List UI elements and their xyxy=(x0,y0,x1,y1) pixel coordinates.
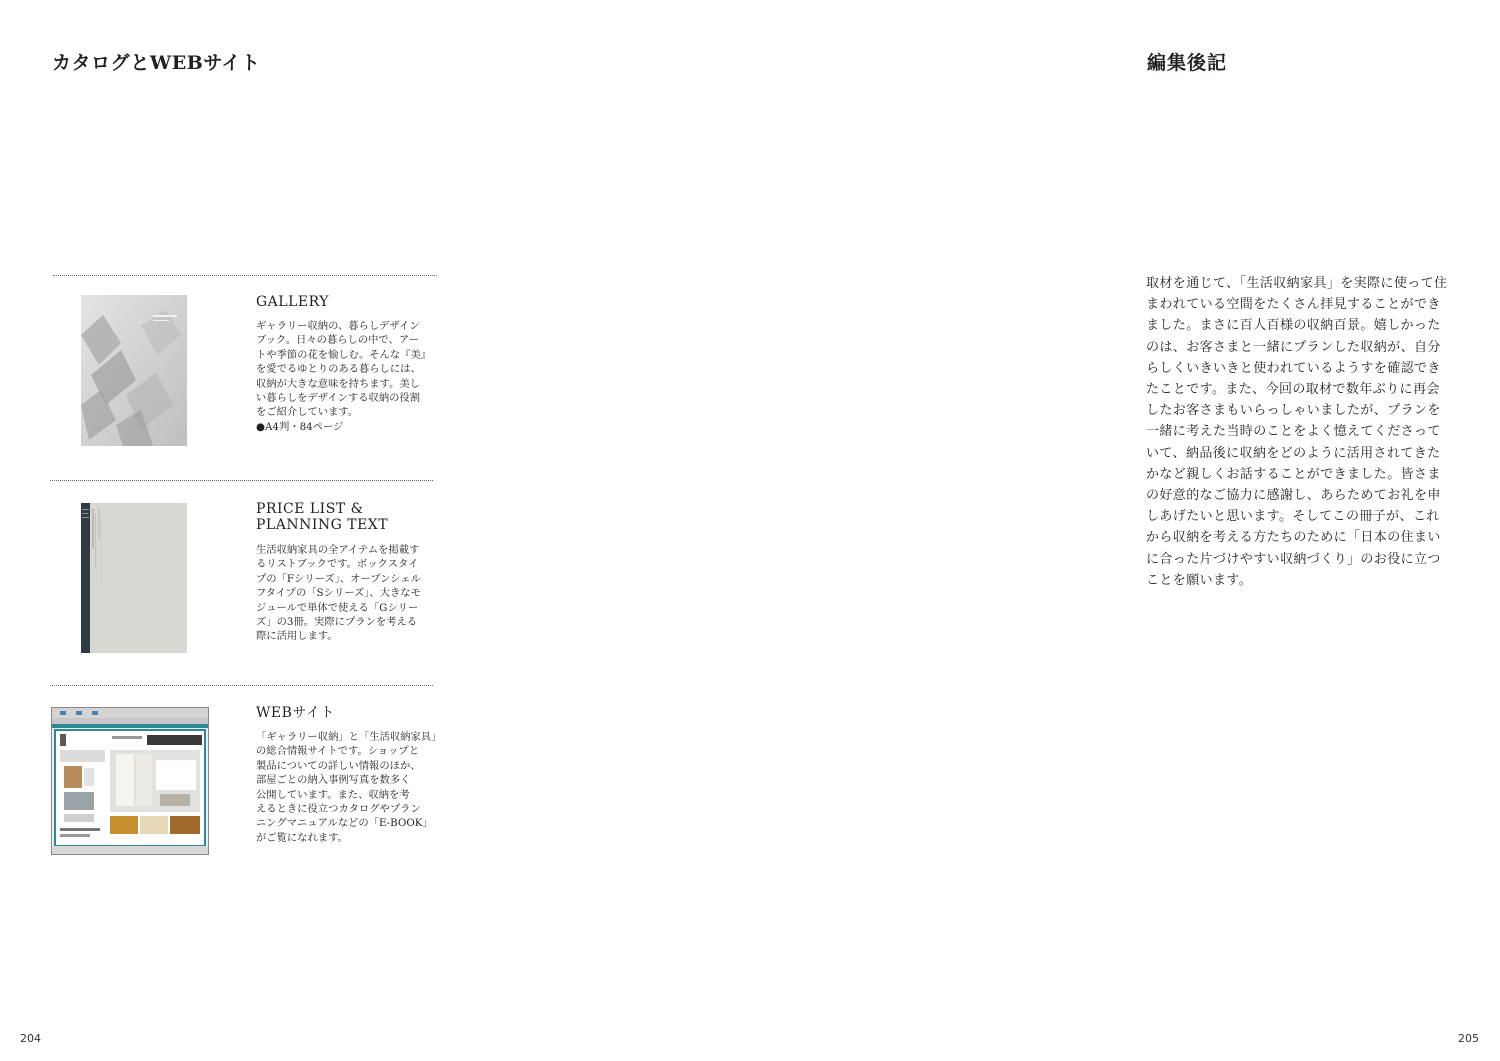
editors-note-body: 取材を通じて、「生活収納家具」を実際に使って住 まわれている空間をたくさん拝見することができ ました。まさに百人百様の収納百景。嬉しかった のは、お客さまと一緒にプランした収納が、自分 らしくいきいきと使われているようすを確認でき たことです。また、今回の取材で数年ぶりに再会 したお客さまもいらっしゃいましたが、プランを 一緒に考えた当時のことをよく憶えてくださって いて、納品後に収納をどのように活用されてきた かなど親しくお話することができました。皆さま の好意的なご協力に感謝し、あらためてお礼を申 しあげたいと思います。そしてこの冊子が、これ から収納を考える方たちのために「日本の住まい に合った片づけやすい収納づくり」のお役に立つ ことを願います。 xyxy=(1146,276,1448,588)
website-screenshot-illustration xyxy=(52,708,208,854)
right-page-title: 編集後記 xyxy=(1147,52,1228,74)
gallery-cover-shadows xyxy=(81,295,187,446)
price-list-description: 生活収納家具の全アイテムを掲載す るリストブックです。ボックスタイ プの「Fシリーズ」、オープンシェル フタイプの「Sシリーズ」、大きなモ ジュールで単体で使える「Gシリー ズ」の3冊。実際にプランを考える 際に活用します。 xyxy=(256,544,421,643)
website-title: WEBサイト xyxy=(256,705,335,721)
gallery-description: ギャラリー収納の、暮らしデザイン ブック。日々の暮らしの中で、アー トや季節の花を愉しむ。そんな『美』 を愛でるゆとりのある暮らしには、 収納が大きな意味を持ちます。美し い暮らしをデザインする収納の役割 をご紹介しています。 ●A4判・84ページ xyxy=(256,320,432,433)
gallery-title: GALLERY xyxy=(256,294,329,310)
website-description: 「ギャラリー収納」と「生活収納家具」 の総合情報サイトです。ショップと 製品についての詳しい情報のほか、 部屋ごとの納入事例写真を数多く 公開しています。また、収納を考 えるときに役立つカタログやプラン ニングマニュアルなどの「E-BOOK」 がご覧になれます。 xyxy=(256,731,442,844)
gallery-catalog-cover-image xyxy=(81,295,187,446)
website-screenshot-image xyxy=(51,707,209,855)
price-list-title: PRICE LIST & PLANNING TEXT xyxy=(256,501,389,533)
right-page-number: 205 xyxy=(1458,1032,1479,1045)
price-list-cover-texture xyxy=(81,503,187,653)
price-list-catalog-cover-image xyxy=(81,503,187,653)
divider xyxy=(50,685,433,686)
divider xyxy=(50,480,433,481)
divider xyxy=(53,275,437,276)
left-page-number: 204 xyxy=(20,1032,41,1045)
left-page-title: カタログとWEBサイト xyxy=(52,52,261,74)
